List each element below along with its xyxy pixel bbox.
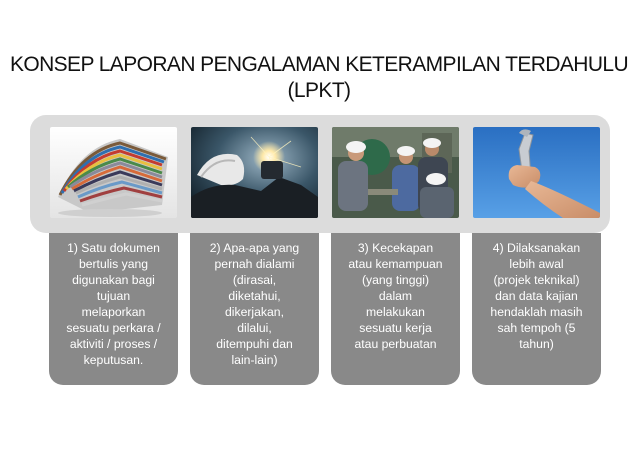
title-line-1: KONSEP LAPORAN PENGALAMAN KETERAMPILAN TERDAHULU xyxy=(9,53,629,76)
card-1-text: 1) Satu dokumen bertulis yang digunakan bagi tujuan melaporkan sesuatu perkara / aktiviti / proses / keputusan. xyxy=(66,241,161,367)
card-4-text: 4) Dilaksanakan lebih awal (projek teknikal) dan data kajian hendaklah masih sah tempoh (5 tahun) xyxy=(490,241,583,351)
card-1 xyxy=(49,233,178,385)
slide-title xyxy=(0,52,638,104)
card-3 xyxy=(331,233,460,385)
welder-photo xyxy=(191,127,318,218)
workers-hardhat-photo xyxy=(332,127,459,218)
card-3-text: 3) Kecekapan atau kemampuan (yang tinggi) dalam melakukan sesuatu kerja atau perbuatan xyxy=(348,241,443,351)
card-4 xyxy=(472,233,601,385)
hand-wrench-photo xyxy=(473,127,600,218)
card-2 xyxy=(190,233,319,385)
magazine-stack-photo xyxy=(50,127,177,218)
card-2-text: 2) Apa-apa yang pernah dialami (dirasai, diketahui, dikerjakan, dilalui, ditempuhi dan lain-lain) xyxy=(209,241,300,367)
title-line-2: (LPKT) xyxy=(287,79,351,102)
